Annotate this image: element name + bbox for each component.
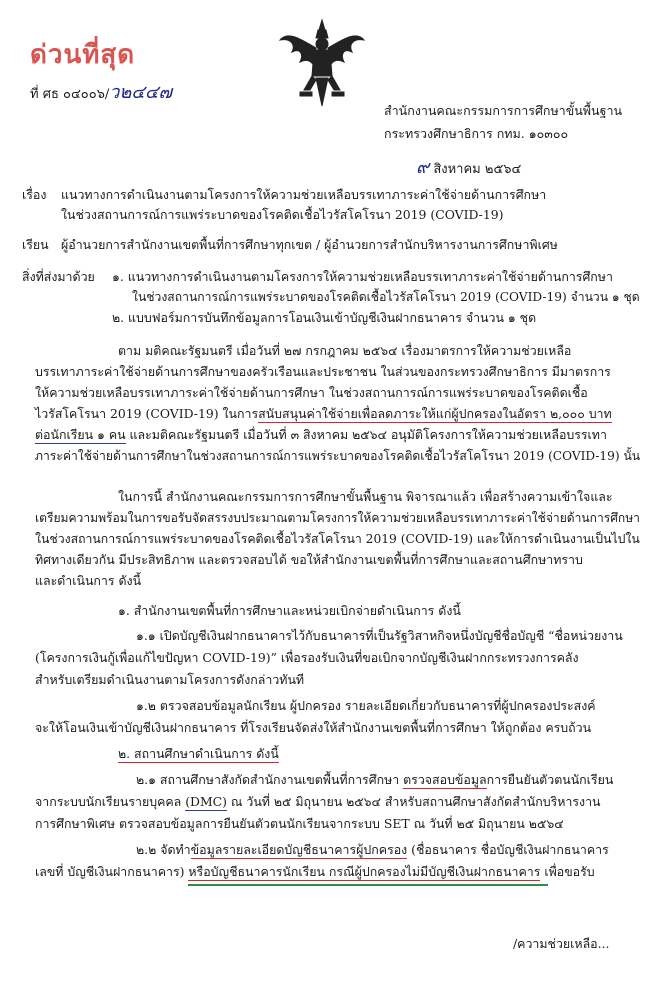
parent-bank-info-highlight: ข้อมูลรายละเอียดบัญชีธนาคารผู้ปกครอง [190,842,408,857]
paragraph-1-line-4 [35,406,612,422]
section-2-2-line-2-end: เพื่อขอรับ [540,864,595,879]
section-1-2-line-2: จะให้โอนเงินเข้าบัญชีเงินฝากธนาคาร ที่โรงเรียนจัดส่งให้สำนักงานเขตพื้นที่การศึกษา ให้ถูกต้อง ครบถ้วน [35,720,592,735]
continued-next-page: /ความช่วยเหลือ... [513,936,610,951]
section-2-2-line-2-start: เลขที่ บัญชีเงินฝากธนาคาร) [35,864,189,879]
section-2-2-line-1 [136,842,609,858]
section-2-1-line-1-start: ๒.๑ สถานศึกษาสังกัดสำนักงานเขตพื้นที่การศึกษา [136,772,404,787]
reference-handwritten-number: ว๒๔๔๗ [109,82,173,103]
section-1-1-line-1: ๑.๑ เปิดบัญชีเงินฝากธนาคารไว้กับธนาคารที่เป็นรัฐวิสาหกิจหนึ่งบัญชีชื่อบัญชี “ชื่อหน่วยงาน [136,628,623,643]
subject-line-2: ในช่วงสถานการณ์การแพร่ระบาดของโรคติดเชื้อไวรัสโคโรนา 2019 (COVID-19) [61,207,504,222]
garuda-emblem-icon [278,18,366,110]
ministry-address: กระทรวงศึกษาธิการ กทม. ๑๐๓๐๐ [384,126,569,141]
paragraph-2-line-5: และดำเนินการ ดังนี้ [35,573,142,588]
section-2-2-line-1-end: (ชื่อธนาคาร ชื่อบัญชีเงินฝากธนาคาร [407,842,609,857]
enclosures-label: สิ่งที่ส่งมาด้วย [22,269,95,284]
verify-data-highlight: ตรวจสอบข้อมูล [403,772,487,787]
support-amount-highlight: สนับสนุนค่าใช้จ่ายเพื่อลดภาระให้แก่ผู้ปกครองในอัตรา ๒,๐๐๐ บาท [258,406,612,421]
date-day-handwritten: ๙ [416,157,430,178]
enclosure-2: ๒. แบบฟอร์มการบันทึกข้อมูลการโอนเงินเข้าบัญชีเงินฝากธนาคาร จำนวน ๑ ชุด [112,310,537,325]
letter-date [416,152,521,181]
reference-prefix: ที่ ศธ ๐๔๐๐๖/ [30,87,110,102]
section-2-1-line-1 [136,772,613,788]
section-1-1-line-3: สำหรับเตรียมดำเนินงานตามโครงการดังกล่าวทันที [35,672,305,687]
dmc-highlight: (DMC) [185,794,227,809]
section-2-heading-text: ๒. สถานศึกษาดำเนินการ ดังนี้ [118,746,279,761]
enclosure-1-line-1: ๑. แนวทางการดำเนินงานตามโครงการให้ความช่วยเหลือบรรเทาภาระค่าใช้จ่ายด้านการศึกษา [112,269,613,284]
subject-label: เรื่อง [22,187,47,202]
paragraph-2-line-2: เตรียมความพร้อมในการขอรับจัดสรรงบประมาณตามโครงการให้ความช่วยเหลือบรรเทาภาระค่าใช้จ่ายด้านการศึกษา [35,510,640,525]
paragraph-2-line-4: ทิศทางเดียวกัน มีประสิทธิภาพ และตรวจสอบได้ ขอให้สำนักงานเขตพื้นที่การศึกษาและสถานศึกษาทราบ [35,552,583,567]
date-month-year: สิงหาคม ๒๕๖๔ [433,162,522,177]
section-2-1-line-2-start: จากระบบนักเรียนรายบุคคล [35,794,186,809]
section-2-2-line-2 [35,864,595,880]
paragraph-1-line-1: ตาม มติคณะรัฐมนตรี เมื่อวันที่ ๒๗ กรกฎาคม ๒๕๖๔ เรื่องมาตรการให้ความช่วยเหลือ [118,343,572,358]
section-2-1-line-2 [35,794,601,810]
urgency-stamp: ด่วนที่สุด [30,40,136,70]
section-2-heading [118,746,279,762]
enclosure-1-line-2: ในช่วงสถานการณ์การแพร่ระบาดของโรคติดเชื้อไวรัสโคโรนา 2019 (COVID-19) จำนวน ๑ ชุด [132,289,640,304]
agency-name: สำนักงานคณะกรรมการการศึกษาขั้นพื้นฐาน [384,103,623,118]
paragraph-2-line-1: ในการนี้ สำนักงานคณะกรรมการการศึกษาขั้นพื้นฐาน พิจารณาแล้ว เพื่อสร้างความเข้าใจและ [118,489,613,504]
paragraph-1-line-5-rest: และมติคณะรัฐมนตรี เมื่อวันที่ ๓ สิงหาคม ๒๕๖๔ อนุมัติโครงการให้ความช่วยเหลือบรรเทา [125,427,607,442]
section-1-2-line-1: ๑.๒ ตรวจสอบข้อมูลนักเรียน ผู้ปกครอง รายละเอียดเกี่ยวกับธนาคารที่ผู้ปกครองประสงค์ [136,698,596,713]
paragraph-1-line-3: ให้ความช่วยเหลือบรรเทาภาระค่าใช้จ่ายด้านการศึกษา ในช่วงสถานการณ์การแพร่ระบาดของโรคติดเชื้อ [35,385,588,400]
section-1-1-line-2: (โครงการเงินกู้เพื่อแก้ไขปัญหา COVID-19)” เพื่อรองรับเงินที่ขอเบิกจากบัญชีเงินฝากกระทรวงการคลัง [35,650,579,665]
reference-number [30,77,172,106]
paragraph-1-line-5 [35,427,607,443]
green-underline-mark [188,884,548,886]
paragraph-1-line-6: ภาระค่าใช้จ่ายด้านการศึกษาในช่วงสถานการณ์การแพร่ระบาดของโรคติดเชื้อไวรัสโคโรนา 2019 (COVID-19) นั้น [35,448,641,463]
section-2-1-line-3: การศึกษาพิเศษ ตรวจสอบข้อมูลการยืนยันตัวตนนักเรียนจากระบบ SET ณ วันที่ ๒๕ มิถุนายน ๒๕๖๔ [35,816,564,831]
section-2-2-line-1-start: ๒.๒ จัดทำ [136,842,191,857]
paragraph-1-line-2: บรรเทาภาระค่าใช้จ่ายด้านการศึกษาของครัวเรือนและประชาชน ในส่วนของกระทรวงศึกษาธิการ มีมาตรการ [35,364,611,379]
to-recipients: ผู้อำนวยการสำนักงานเขตพื้นที่การศึกษาทุกเขต / ผู้อำนวยการสำนักบริหารงานการศึกษาพิเศษ [61,237,558,252]
per-student-highlight: ต่อนักเรียน ๑ คน [35,427,126,442]
to-label: เรียน [22,237,49,252]
paragraph-1-line-4-start: ไวรัสโคโรนา 2019 (COVID-19) ในการ [35,406,259,421]
subject-line-1: แนวทางการดำเนินงานตามโครงการให้ความช่วยเหลือบรรเทาภาระค่าใช้จ่ายด้านการศึกษา [61,187,547,202]
section-2-1-line-2-end: ณ วันที่ ๒๕ มิถุนายน ๒๕๖๔ สำหรับสถานศึกษาสังกัดสำนักบริหารงาน [226,794,601,809]
student-account-highlight: หรือบัญชีธนาคารนักเรียน กรณีผู้ปกครองไม่มีบัญชีเงินฝากธนาคาร [188,864,541,879]
section-1-heading: ๑. สำนักงานเขตพื้นที่การศึกษาและหน่วยเบิกจ่ายดำเนินการ ดังนี้ [118,603,461,618]
paragraph-2-line-3: ในช่วงสถานการณ์การแพร่ระบาดของโรคติดเชื้อไวรัสโคโรนา 2019 (COVID-19) และให้การดำเนินงานเป็นไปใน [35,531,640,546]
section-2-1-line-1-end: การยืนยันตัวตนนักเรียน [486,772,614,787]
